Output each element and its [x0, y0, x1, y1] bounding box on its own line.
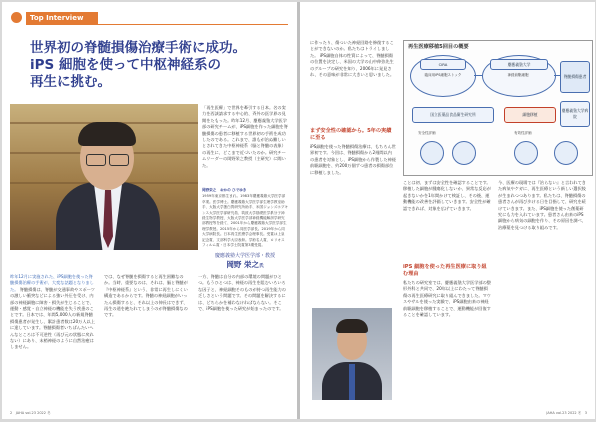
- person-name: [202, 259, 288, 270]
- interviewee-photo: [10, 104, 198, 250]
- safety-caption: 安全性評価: [418, 131, 436, 135]
- eval-caption: 有効性評価: [514, 131, 532, 135]
- body-column-1: [10, 274, 96, 351]
- keio-box: 慶應義塾大学: [490, 59, 548, 70]
- hospital-icon: [514, 141, 538, 165]
- body-text: 脊髄損傷は、脊髄が交通事故やスポーツの激しい衝突などによる強い外圧を受け、内部の神経細胞に障害・損失が生じることで、運動・感覚・自立神経の機能を失う疾患のことです。日本では、年間5,000人の新規脊髄損傷患者が発生し、累計患者数は20万人以上に達しています。脊髄損傷者いちばんたいへんなところは不可逆性（再び元の状態に戻れない）にあり、末梢神経のように自然治癒はしません。: [10, 286, 95, 350]
- body-column-r2b: 私たちの研究室では、慶應義塾大学医学部の整形外科と共同で、20年以上にわたって脊髄損傷の再生医療研究に取り組んできました。マウスやサルを使った実験で、iPS細胞由来の神経前駆細胞を移植することで、運動機能が回復することを確認しています。: [403, 280, 491, 318]
- transplant-box: 細胞移植: [504, 107, 556, 123]
- profile-box: [202, 188, 288, 248]
- lab-icon: [420, 141, 444, 165]
- title-line-2: iPS 細胞を使って中枢神経系の: [30, 57, 221, 73]
- hospital-box: 慶應義塾大学病院: [560, 101, 590, 127]
- tie: [349, 364, 355, 400]
- profile-heading: 岡野栄之 おかの ひでゆき: [202, 188, 247, 192]
- subheading-2: iPS 細胞を使った再生医療に取り組む理由: [403, 264, 487, 277]
- glasses-right: [109, 154, 129, 166]
- cell-icon: [452, 141, 476, 165]
- diagram-title: 再生医療移植5回目の概要: [408, 44, 469, 50]
- cira-caption: 臨床用iPS細胞ストック: [424, 73, 462, 77]
- interviewee-portrait: [312, 308, 392, 400]
- page-footer-left: 2 JAHA vol.23 2022 冬: [10, 411, 51, 415]
- profile-text: 1959年東京都生まれ。1983年慶應義塾大学医学部卒業。医学博士。慶應義塾大学医学部生理学教室助手、大阪大学蛋白質研究所助手、米国ジョンズホプキンス大学医学部研究員、筑波大学基礎医学系分子神経生物学教授、大阪大学医学部神経機能解剖学研究部教授等を経て、2001年から慶應義塾大学医学部生理学教授。2015年から同医学部長。2019年から同大学病院長。日本再生医療学会理事長。受賞は上皇記念賞、文部科学大臣表彰。学術名人賞、ロリオスフィルム賞・日本学士院賞第3期受賞。: [202, 194, 288, 248]
- arrow-icon: [554, 75, 560, 76]
- article-title: [30, 40, 280, 91]
- section-label: Top Interview: [26, 12, 98, 24]
- body-column-r2: ことは初、まずは安全性を確認することです。移植した細胞が腫瘍化しないか、異常な反応が起きないかを1年間かけて検証し、その後、運動機能の改善を評価していきます。安全性が確認できれば、対象を広げていきます。: [403, 180, 491, 211]
- hair: [336, 319, 368, 333]
- arrow-icon: [474, 75, 482, 76]
- body-column-3: 一方、脊髄は自分の内部の環境の問題がひとつ。もうひとつは、神経の再生を阻むいろいろな因子と、神経細胞そのものが持つ再生能力の乏しさという問題です。その問題を解決するには、どちらかを補わなければならない。そこで、iPS細胞を使った研究が始まったのです。: [198, 274, 286, 312]
- right-page: [300, 2, 595, 419]
- process-diagram: [403, 40, 593, 176]
- body-column-r3: 今、医療の現場では『治らない』と言われてきた病気やケガに、再生医療という新しい選択肢が生まれつつあります。私たちは、脊髄損傷の患者さんが再び歩ける日を目指して、研究を続けていきます。また、iPS細胞を使った創薬研究にも力を入れています。患者さん由来のiPS細胞から病気の細胞を作り、その原因を調べ、治療薬を見つける取り組みです。: [498, 180, 586, 230]
- body-text: iPS細胞自体の性質によって、脊髄損傷の位置を決定し、米国の大学の山中伸弥先生のグループの研究を知り、2006年に発見され、その意味が非常に大きいと思いました。: [310, 52, 395, 78]
- glasses-left: [86, 154, 106, 166]
- header-rule: [26, 24, 288, 25]
- title-line-1: 世界初の脊髄損傷治療手術に成功。: [30, 40, 246, 56]
- title-line-3: 再生に挑む。: [30, 74, 111, 90]
- institute-box: 国立医薬品食品衛生研究所: [412, 107, 494, 123]
- patient-icon: [554, 141, 578, 165]
- left-page: [2, 2, 297, 419]
- body-column-2: では、なぜ脊髄を損傷すると再生困難なのか。当時、重要なのは、それは、脳と脊髄が『中枢神経系』という、非常に再生しにくい構造であるからです。脊髄の神経細胞がいったん損傷すると、それ以上の伸長はできず、再生の道を絶たれてしまうのが脊髄損傷なのです。: [104, 274, 188, 318]
- patient-box: 脊髄損傷患者: [560, 61, 590, 93]
- subheading-1: まず安全性の確認から。5年の実績に至る: [310, 128, 392, 141]
- lead-question: 昨年12月に実施された、iPS細胞を使った脊髄損傷治療の手術が、大変な話題となりました。: [10, 274, 94, 292]
- affiliation: 慶應義塾大学医学部・教授: [214, 253, 275, 259]
- intro-text: 「再生医療」で世界を牽引する日本。名の実力を西該請求する中心的、斉外の医学界の見聞をたもった。昨年12月、慶應義塾大学医学部の研究チームが、iPS細胞を作った細胞を脊髄損傷の患者に移植する世界初の手術を成功したのである。これまで、誰もが治ぬ難しいとされてきた中枢神経系（脳と脊髄の表象）の再生に、どこまで近づいたのか。研究チームリーダーの岡野栄之教授（主研究）に聞いた。: [202, 105, 288, 168]
- person-name-main: 岡野 栄之: [226, 260, 260, 269]
- cira-box: CiRA: [420, 59, 466, 70]
- npc-caption: 神経前駆細胞: [507, 73, 529, 77]
- body-column-r1: [310, 40, 396, 78]
- page-footer-right: JAHA vol.23 2022 冬 3: [546, 411, 587, 415]
- body-text: に作ったり、傷ついた神経回路を修復することができないのか。私たちはトライしました。: [310, 40, 394, 58]
- person-name-suffix: 氏: [259, 264, 264, 269]
- body-column-r1b: iPS細胞を使った脊髄損傷治療は、もちろん世界初です。今回は、脊髄損傷から2週間以内の患者を対象とし、iPS細胞から作製した神経前駆細胞を、約200万個ずつ患者の損傷部位に移植しました。: [310, 144, 396, 175]
- hair: [78, 122, 136, 146]
- section-icon: [11, 12, 22, 23]
